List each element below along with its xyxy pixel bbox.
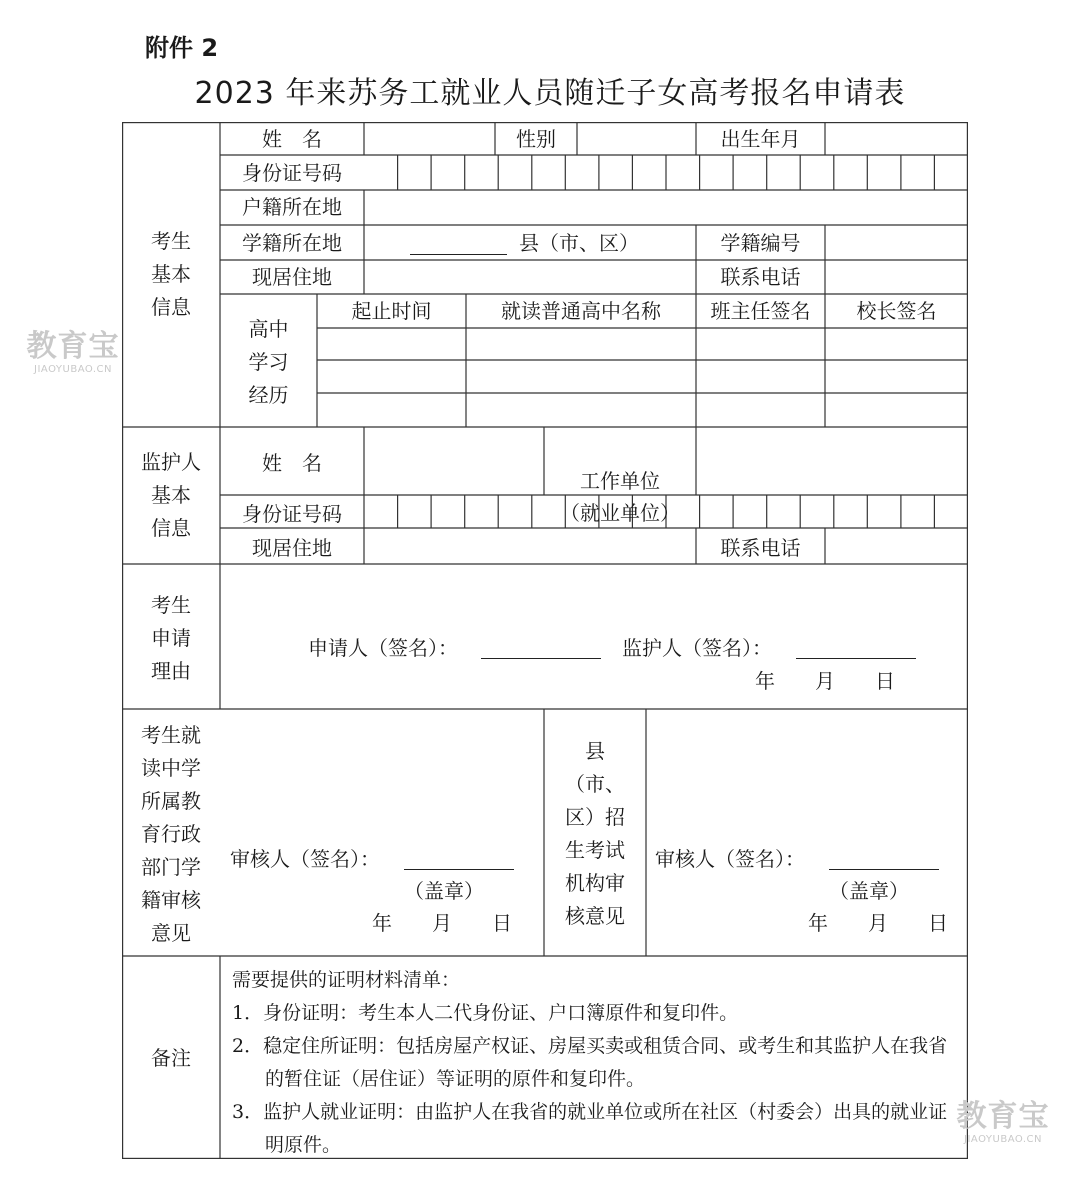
history-label (220, 313, 317, 412)
section-remarks-text: 备注 (151, 1046, 191, 1070)
watermark-left (8, 330, 138, 375)
student-residence-field[interactable] (366, 262, 694, 292)
guardian-sign-label: 监护人（签名）： (622, 636, 772, 660)
section-exam-review-text: 县 （市、 区）招 生考试 机构审 核意见 (565, 739, 625, 928)
county-suffix: 县（市、区） (519, 231, 639, 255)
section-reason (122, 589, 220, 688)
remarks-intro: 需要提供的证明材料清单： (232, 969, 461, 991)
guardian-sign-line[interactable] (796, 658, 916, 659)
guardian-residence-field[interactable] (366, 530, 694, 562)
student-school-reg-place-label: 学籍所在地 (242, 231, 342, 255)
exam-reviewer-sign-line[interactable] (829, 869, 939, 870)
guardian-name-field[interactable] (366, 429, 542, 493)
watermark-domain: JIAOYUBAO.CN (34, 364, 112, 375)
section-reason-text: 考生 申请 理由 (151, 593, 191, 683)
applicant-sign-line[interactable] (481, 658, 601, 659)
student-phone-field[interactable] (827, 262, 966, 292)
section-school-review-text: 考生就 读中学 所属教 育行政 部门学 籍审核 意见 (141, 723, 201, 945)
school-stamp: （盖章） (404, 879, 484, 903)
history-header-principal: 校长签名 (856, 299, 937, 323)
section-student-info-text: 考生 基本 信息 (151, 229, 191, 319)
remarks-item-1: 1．身份证明：考生本人二代身份证、户口簿原件和复印件。 (232, 1002, 739, 1024)
student-name-field[interactable] (366, 124, 493, 153)
exam-reviewer-sign-label: 审核人（签名）： (655, 847, 805, 871)
attachment-label: 附件 2 (145, 34, 219, 62)
student-birth-label: 出生年月 (720, 127, 801, 151)
guardian-residence-label: 现居住地 (252, 536, 332, 560)
guardian-work-unit-text: 工作单位 （就业单位） (560, 469, 680, 525)
student-school-reg-no-label: 学籍编号 (720, 231, 801, 255)
remarks-item-3: 3．监护人就业证明：由监护人在我省的就业单位或所在社区（村委会）出具的就业证明原件。 (232, 1101, 948, 1156)
student-phone-label: 联系电话 (720, 265, 801, 289)
guardian-name-label: 姓 名 (262, 451, 322, 475)
county-underline[interactable] (410, 254, 507, 255)
student-hukou-field[interactable] (366, 192, 966, 223)
section-school-review (122, 719, 220, 950)
history-label-text: 高中 学习 经历 (248, 317, 289, 407)
student-school-reg-no-field[interactable] (827, 227, 966, 258)
history-header-period: 起止时间 (351, 299, 432, 323)
student-hukou-label: 户籍所在地 (242, 195, 342, 219)
school-reviewer-sign-label: 审核人（签名）： (230, 847, 380, 871)
watermark-right (938, 1100, 1068, 1145)
section-student-info (122, 225, 220, 324)
guardian-id-label: 身份证号码 (242, 502, 342, 526)
remarks-item-2: 2．稳定住所证明：包括房屋产权证、房屋买卖或租赁合同、或考生和其监护人在我省的暂住证（居住证）等证明的原件和复印件。 (232, 1035, 948, 1090)
student-id-field[interactable] (366, 157, 966, 188)
guardian-id-field[interactable] (366, 497, 966, 526)
history-header-school: 就读普通高中名称 (501, 299, 661, 323)
exam-review-date: 年 月 日 (808, 911, 948, 935)
section-guardian-info (122, 446, 220, 545)
student-residence-label: 现居住地 (252, 265, 332, 289)
student-birth-field[interactable] (827, 124, 966, 153)
applicant-sign-label: 申请人（签名）： (308, 636, 458, 660)
student-name-label: 姓 名 (262, 127, 322, 151)
student-id-label: 身份证号码 (242, 161, 342, 185)
section-guardian-info-text: 监护人 基本 信息 (141, 450, 201, 540)
guardian-phone-label: 联系电话 (720, 536, 801, 560)
school-reviewer-sign-line[interactable] (404, 869, 514, 870)
application-form-table (122, 122, 968, 1159)
guardian-work-unit-field[interactable] (698, 429, 966, 493)
form-title: 2023 年来苏务工就业人员随迁子女高考报名申请表 (194, 76, 906, 111)
guardian-phone-field[interactable] (827, 530, 966, 562)
section-exam-review (544, 735, 646, 933)
watermark-brand: 教育宝 (26, 329, 120, 364)
exam-stamp: （盖章） (829, 879, 909, 903)
student-gender-field[interactable] (579, 124, 694, 153)
school-review-date: 年 月 日 (372, 911, 512, 935)
watermark-brand: 教育宝 (956, 1099, 1050, 1134)
student-gender-label: 性别 (516, 127, 556, 151)
remarks-content (232, 964, 964, 1162)
history-header-teacher: 班主任签名 (710, 299, 811, 323)
reason-date: 年 月 日 (755, 669, 895, 693)
watermark-domain: JIAOYUBAO.CN (964, 1134, 1042, 1145)
section-remarks (122, 1042, 220, 1075)
